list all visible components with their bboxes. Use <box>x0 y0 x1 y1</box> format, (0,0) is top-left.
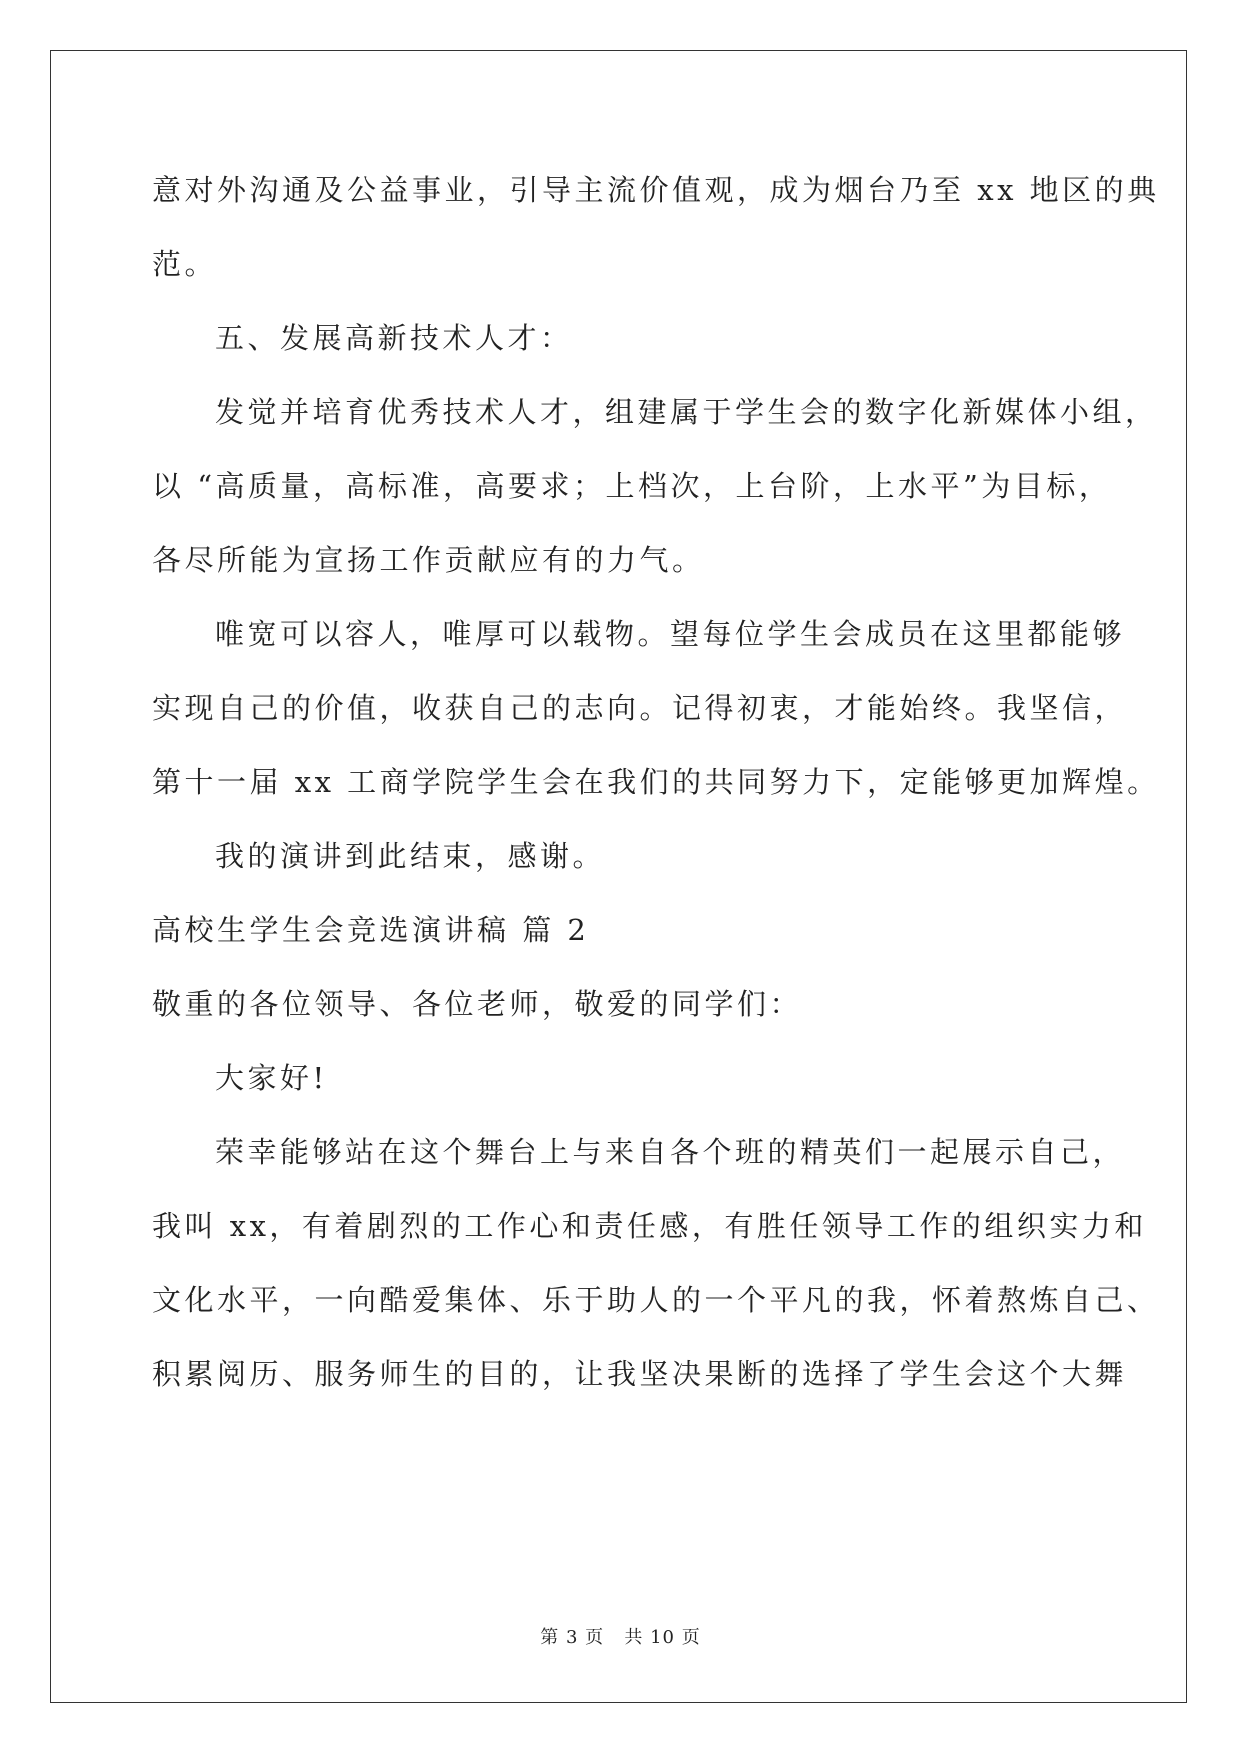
paragraph-line: 我叫 xx，有着剧烈的工作心和责任感，有胜任领导工作的组织实力和 <box>152 1209 1147 1243</box>
paragraph-line: 积累阅历、服务师生的目的，让我坚决果断的选择了学生会这个大舞 <box>152 1357 1128 1391</box>
paragraph-line: 荣幸能够站在这个舞台上与来自各个班的精英们一起展示自己， <box>215 1135 1126 1169</box>
paragraph-line: 唯宽可以容人，唯厚可以载物。望每位学生会成员在这里都能够 <box>215 617 1126 651</box>
paragraph-line: 各尽所能为宣扬工作贡献应有的力气。 <box>152 543 705 577</box>
paragraph-line: 发觉并培育优秀技术人才，组建属于学生会的数字化新媒体小组， <box>215 395 1158 429</box>
section-heading: 五、发展高新技术人才： <box>215 321 573 355</box>
greeting: 大家好! <box>215 1061 328 1095</box>
paragraph-line: 意对外沟通及公益事业，引导主流价值观，成为烟台乃至 xx 地区的典 <box>152 173 1160 207</box>
paragraph-line: 范。 <box>152 247 218 281</box>
page-number: 第 3 页 共 10 页 <box>540 1627 701 1648</box>
article-title: 高校生学生会竞选演讲稿 篇 2 <box>152 913 590 947</box>
paragraph-line: 我的演讲到此结束，感谢。 <box>215 839 606 873</box>
paragraph-line: 文化水平，一向酷爱集体、乐于助人的一个平凡的我，怀着熬炼自己、 <box>152 1283 1160 1317</box>
page-border <box>50 50 1187 1703</box>
paragraph-line: 以 “高质量，高标准，高要求；上档次，上台阶，上水平”为目标， <box>152 469 1112 503</box>
salutation: 敬重的各位领导、各位老师，敬爱的同学们： <box>152 987 803 1021</box>
paragraph-line: 第十一届 xx 工商学院学生会在我们的共同努力下，定能够更加辉煌。 <box>152 765 1160 799</box>
paragraph-line: 实现自己的价值，收获自己的志向。记得初衷，才能始终。我坚信， <box>152 691 1128 725</box>
